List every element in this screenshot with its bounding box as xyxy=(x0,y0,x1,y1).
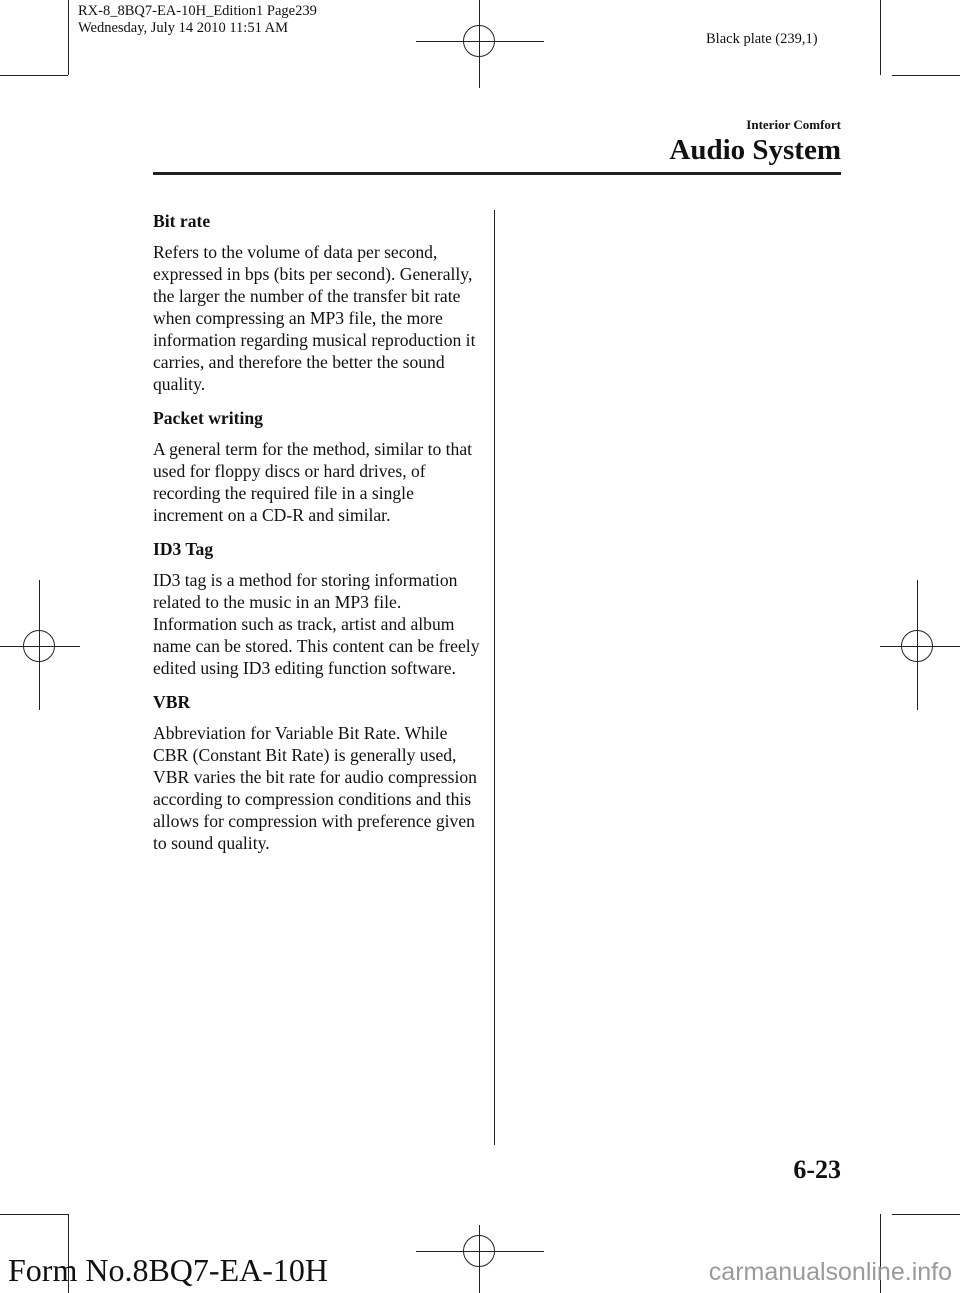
print-metadata xyxy=(78,3,317,37)
glossary-entry xyxy=(153,691,483,854)
crop-mark xyxy=(68,0,69,75)
glossary-entry xyxy=(153,407,483,526)
crop-mark xyxy=(880,0,881,75)
crop-mark xyxy=(0,75,68,76)
black-plate-label: Black plate (239,1) xyxy=(706,31,818,47)
header-rule xyxy=(153,172,841,175)
term-heading: Packet writing xyxy=(153,408,263,428)
term-definition: ID3 tag is a method for storing information related to the music in an MP3 file. Information such as track, artist and album name can be stored. This content can be freely edited using ID3 editing function software. xyxy=(153,570,480,678)
section-subtitle: Interior Comfort xyxy=(746,117,841,132)
watermark-text: carmanualsonline.info xyxy=(708,1258,952,1286)
term-definition: A general term for the method, similar to that used for floppy discs or hard drives, of recording the required file in a single increment on a CD-R and similar. xyxy=(153,439,473,525)
section-title: Audio System xyxy=(669,134,841,166)
column-divider xyxy=(494,210,495,1145)
form-number: Form No.8BQ7-EA-10H xyxy=(8,1252,328,1288)
glossary-entry xyxy=(153,538,483,679)
glossary-entry xyxy=(153,210,483,395)
crop-mark xyxy=(892,75,960,76)
term-heading: VBR xyxy=(153,692,191,712)
term-heading: ID3 Tag xyxy=(153,539,214,559)
page-number: 6-23 xyxy=(793,1155,841,1184)
term-definition: Refers to the volume of data per second, expressed in bps (bits per second). Generally, the larger the number of the transfer bit rate when compressing an MP3 file, the more information regarding musical reproduction it carries, and therefore the better the sound quality. xyxy=(153,242,476,394)
crop-mark xyxy=(0,1214,68,1215)
term-definition: Abbreviation for Variable Bit Rate. While CBR (Constant Bit Rate) is generally used, VBR varies the bit rate for audio compression according to compression conditions and this allows for compression with preference given to sound quality. xyxy=(153,723,477,853)
term-heading: Bit rate xyxy=(153,211,211,231)
glossary-column xyxy=(153,210,483,866)
print-job-line: RX-8_8BQ7-EA-10H_Edition1 Page239 xyxy=(78,3,317,19)
print-date-line: Wednesday, July 14 2010 11:51 AM xyxy=(78,20,289,36)
crop-mark xyxy=(892,1214,960,1215)
